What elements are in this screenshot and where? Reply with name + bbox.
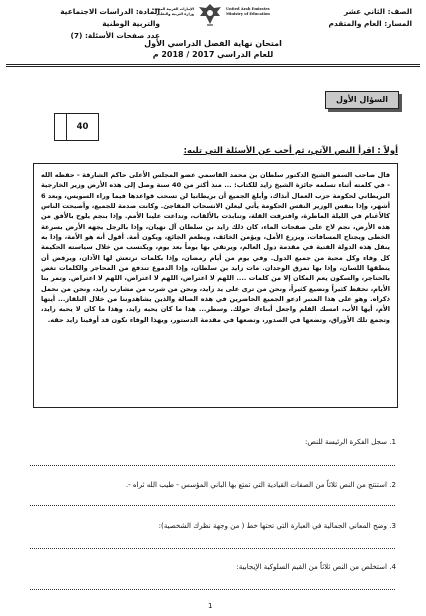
exam-title-line-2: للعام الدراسي 2017 / 2018 م [152,50,274,59]
exam-title-line-1: امتحان نهاية الفصل الدراسي الأول [144,39,282,48]
question-1: 1. سجل الفكرة الرئيسة للنص: [305,437,396,446]
exam-header-left [10,6,160,42]
answer-line[interactable] [30,465,395,466]
country-name-ar: الإمارات العربية المتحدة [152,7,194,11]
answer-line[interactable] [30,548,395,549]
exam-header-right [262,6,412,30]
section-title: السؤال الأول [325,91,399,109]
reading-passage: قال صاحب السمو الشيخ الدكتور سلطان بن محمد القاسمي عضو المجلس الأعلى حاكم الشارقة - حفظه الله - في كلمته أثناء تسلمه جائزة الشيخ زايد للكتاب: ... منذ أكثر من 40 سنة وصل إلى هذه الأرض وزير الخارجية البريطاني لحكومة حزب العمال آنذاك، وأبلغ الجميع أن بريطانيا لن تسحب قواعدها فيما وراء السويس، وبعد 6 أشهر، وإذا بنفس الوزير النفس الحكومة يأتي ليعلن الانسحاب المفاجئ. وكانت صدمة للجميع، وأصبحت الناس كالأغنام في الليلة الماطرة، وافترقت القلة، وتنابذت بالألقاب، وتداعت علينا الأمم. وإذا بنجم يلوح بالأفق من هذه الأرض، نجم لاح على صفحات الماء، كان ذلك زايد بن سلطان آل نهيان، وإذا بالرجل يجهه الأرض بسرعة الخطى ويجتاح المسافات، ويزرع الأمل، ويؤمن الخائف، ويطعم الجائع، ويكون أمة. أقول أنه هو الأمة، وإذا به ينقل هذه الدولة الفتية في مقدمة دول العالم، ويرتقي بها يوماً بعد يوم، ويكتسب من خلال سياسته الحكيمة كل وفاء وكل محبة من جميع الدول. وفي يوم من أيام رمضان، وإذا بكلمات ترتعش لها الآذان، ويرفض أن ينطقها اللسان، وإذا بها تمزق الوجدان. مات زايد بن سلطان، وإذا الدموع تندفع من المحاجر والكلمات تغص بالحناجر، والسكون يعم المكان إلا من كلمات .... اللهم لا اعتراض، اللهم لا اعتراض، اللهم لا اعتراض. وتمر بنا الأيام، نحفظ كثيراً ونضيع كثيراً، ونحن من ترى على يد زايد، ونحن من شرب من مشارب زايد، ونحن من نحمل ذكراه. وهو على هذا المنبر ادعو الجميع الحاضرين في هذه الصالة والذين يشاهدوننا من خلال التلفاز... أيتها الأم، أيها الأب، امسك القلم واجعل أبناءك حولك. وسطر... هذا ما كان يحبه زايد، وهذا ما كان لا يحبه زايد، وتجمع تلك الأوراق، وتضعها في الصدور، وتضعها في مقدمة الدستور، ويهذا الوفاء نكون قد أوفينا زايد حقه. [33,163,398,408]
uae-emblem-icon [196,2,224,28]
answer-line[interactable] [30,505,395,506]
grade-label: الصف: الثاني عشر [343,7,412,16]
grade-value: 40 [76,122,89,132]
instruction-text: أولاً : اقرأ النص الآتي، ثم أجب عن الأسئلة التي تليه: [183,145,398,155]
question-3: 3. وضح المعاني الجمالية في العبارة التي تحتها خط ( من وجهة نظرك الشخصية): [158,521,396,530]
ministry-name-english [226,7,276,16]
header-divider [6,64,420,65]
grade-box-blank [55,114,67,140]
question-4: 4. استخلص من النص ثلاثاً من القيم السلوكية الإيجابية: [236,562,396,571]
pages-count-label: عدد صفحات الأسئلة: (7) [70,31,160,40]
answer-line[interactable] [30,589,395,590]
header-divider-2 [6,66,420,67]
country-name-en: United Arab Emirates [226,7,270,11]
page-number: 1 [208,602,213,610]
exam-title [110,38,316,60]
subject-label-2: والتربية الوطنية [102,19,160,28]
ministry-name-ar: وزارة التربية والتعليم [156,11,194,16]
ministry-name-en: Ministry of Education [226,11,270,16]
track-label: المسار: العام والمتقدم [328,19,412,28]
question-2: 2. استنتج من النص ثلاثاً من الصفات القيادية التي تمتع بها الباني المؤسس - طيب الله ثراه -. [125,480,396,489]
grade-box [54,113,99,141]
subject-label: المادة: الدراسات الاجتماعية [60,7,160,16]
